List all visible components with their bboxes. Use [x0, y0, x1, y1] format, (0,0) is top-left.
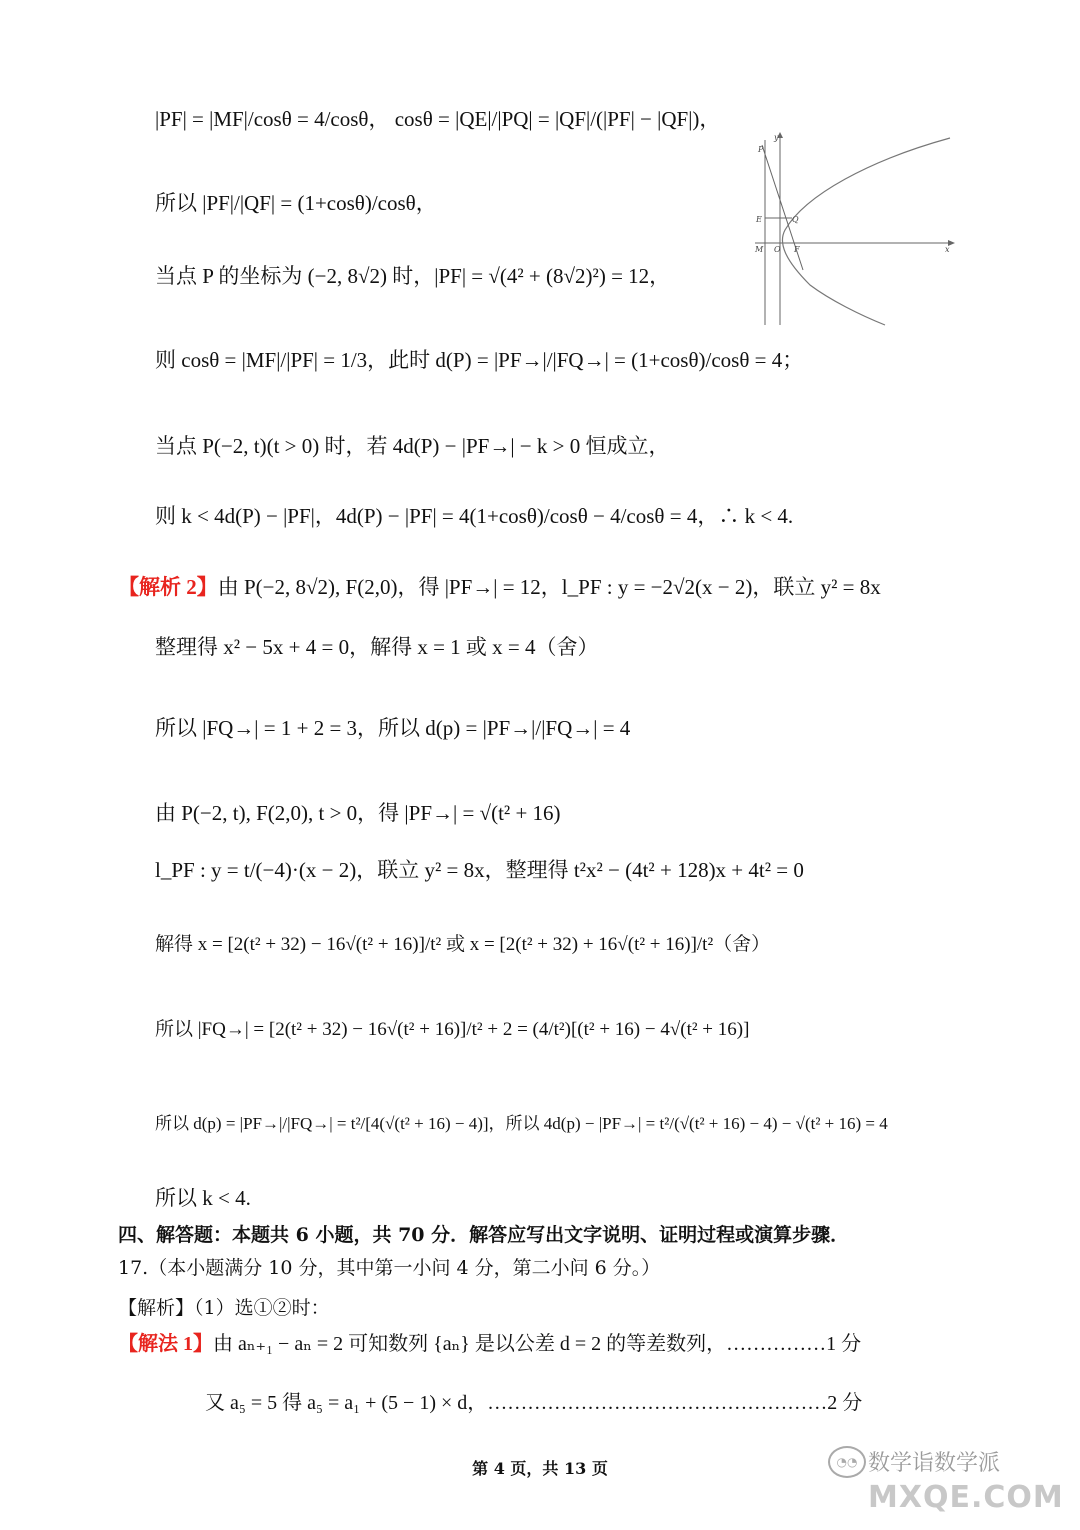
- text-line: 当点 P 的坐标为 (−2, 8√2) 时，|PF| = √(4² + (8√2)²) = 12，: [155, 264, 671, 288]
- text-line: [118, 1331, 861, 1357]
- text-line: 当点 P(−2, t)(t > 0) 时，若 4d(P) − |PF→| − k > 0 恒成立，: [155, 434, 670, 458]
- figure-label: E: [756, 215, 762, 224]
- text-segment: 由 aₙ₊₁ − aₙ = 2 可知数列 {aₙ} 是以公差 d = 2 的等差数列，……………1 分: [213, 1333, 862, 1355]
- text-line: 所以 k < 4.: [155, 1186, 251, 1210]
- text-line: 又 a₅ = 5 得 a₅ = a₁ + (5 − 1) × d，……………………………………………2 分: [205, 1392, 863, 1414]
- text-line: 所以 d(p) = |PF→|/|FQ→| = t²/[4(√(t² + 16) − 4)]，所以 4d(p) − |PF→| = t²/(√(t² + 16) − 4) − √(t² + 16) = 4: [155, 1114, 888, 1133]
- figure-label: Q: [792, 215, 799, 224]
- watermark: [828, 1440, 1064, 1522]
- text-line: 则 cosθ = |MF|/|PF| = 1/3，此时 d(P) = |PF→|/|FQ→| = (1+cosθ)/cosθ = 4；: [155, 348, 804, 372]
- figure-label: O: [774, 245, 781, 254]
- text-line: 则 k < 4d(P) − |PF|，4d(P) − |PF| = 4(1+cosθ)/cosθ − 4/cosθ = 4，∴ k < 4.: [155, 504, 794, 528]
- text-line: 所以 |PF|/|QF| = (1+cosθ)/cosθ，: [155, 191, 437, 215]
- figure-label: F: [794, 245, 800, 254]
- jiexi2-label: 【解析 2】: [118, 575, 218, 599]
- figure-label: y: [774, 133, 779, 142]
- figure-label: M: [755, 245, 764, 254]
- text-line: [118, 574, 881, 600]
- analysis-header: 【解析】（1）选①②时：: [118, 1297, 330, 1319]
- parabola-figure: [750, 130, 960, 330]
- wechat-icon: ◔◔: [828, 1446, 866, 1478]
- text-segment: 由 P(−2, 8√2), F(2,0)，得 |PF→| = 12，l_PF : y = −2√2(x − 2)，联立 y² = 8x: [217, 575, 881, 599]
- text-line: 所以 |FQ→| = [2(t² + 32) − 16√(t² + 16)]/t² + 2 = (4/t²)[(t² + 16) − 4√(t² + 16)]: [155, 1019, 750, 1040]
- figure-label: P: [758, 145, 764, 154]
- text-line: |PF| = |MF|/cosθ = 4/cosθ， cosθ = |QE|/|PQ| = |QF|/(|PF| − |QF|)，: [155, 107, 721, 131]
- text-line: 由 P(−2, t), F(2,0), t > 0，得 |PF→| = √(t² + 16): [155, 801, 561, 825]
- watermark-text: 数学诣数学派: [868, 1451, 1001, 1476]
- page-footer: 第 4 页，共 13 页: [472, 1459, 608, 1478]
- figure-label: x: [945, 245, 950, 254]
- section-heading: 四、解答题：本题共 6 小题，共 70 分．解答应写出文字说明、证明过程或演算步骤．: [118, 1224, 850, 1246]
- question-header: 17.（本小题满分 10 分，其中第一小问 4 分，第二小问 6 分。）: [118, 1257, 661, 1279]
- jiefa1-label: 【解法 1】: [118, 1333, 213, 1355]
- text-line: l_PF : y = t/(−4)·(x − 2)，联立 y² = 8x，整理得 t²x² − (4t² + 128)x + 4t² = 0: [155, 858, 804, 882]
- text-line: 解得 x = [2(t² + 32) − 16√(t² + 16)]/t² 或 x = [2(t² + 32) + 16√(t² + 16)]/t²（舍）: [155, 934, 771, 955]
- watermark-url: MXQE.COM: [868, 1480, 1064, 1515]
- text-line: 整理得 x² − 5x + 4 = 0，解得 x = 1 或 x = 4（舍）: [155, 635, 599, 659]
- text-line: 所以 |FQ→| = 1 + 2 = 3，所以 d(p) = |PF→|/|FQ→| = 4: [155, 716, 631, 740]
